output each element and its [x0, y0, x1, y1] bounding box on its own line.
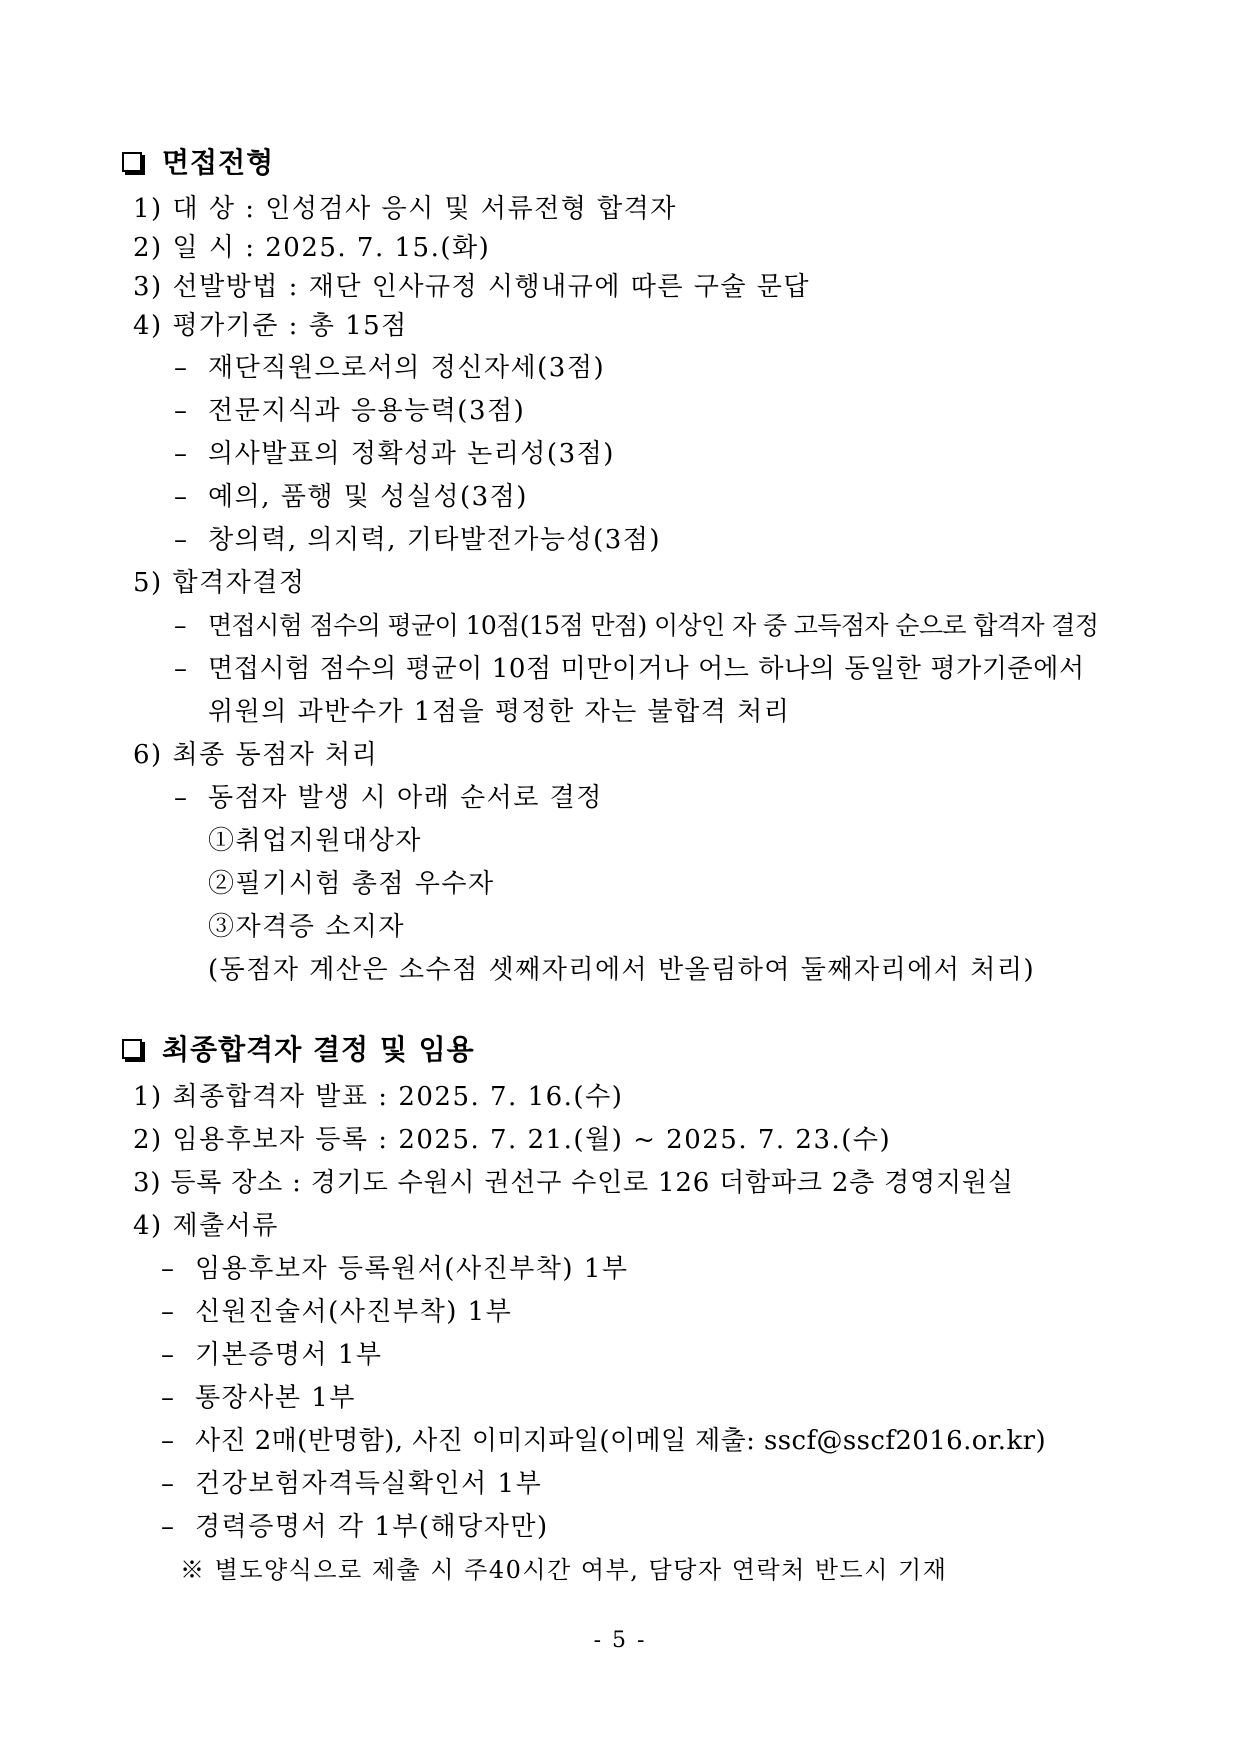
final-documents-label: 4) 제출서류: [133, 1211, 279, 1241]
interview-date: 2) 일 시 : 2025. 7. 15.(화): [133, 233, 491, 263]
tie-rule: – 동점자 발생 시 아래 순서로 결정: [174, 783, 603, 813]
submission-note: ※ 별도양식으로 제출 시 주40시간 여부, 담당자 연락처 반드시 기재: [180, 1556, 948, 1584]
final-registration-place: 3) 등록 장소 : 경기도 수원시 권선구 수인로 126 더함파크 2층 경영지원실: [133, 1168, 1014, 1198]
page-number: - 5 -: [593, 1628, 647, 1653]
criteria-item: – 예의, 품행 및 성실성(3점): [174, 482, 528, 512]
decision-rule: – 면접시험 점수의 평균이 10점(15점 만점) 이상인 자 중 고득점자 순으로 합격자 결정: [174, 611, 1099, 640]
tie-label: 6) 최종 동점자 처리: [133, 740, 379, 770]
document-item: – 사진 2매(반명함), 사진 이미지파일(이메일 제출: sscf@sscf2016.or.kr): [161, 1426, 1046, 1456]
decision-label: 5) 합격자결정: [133, 568, 306, 598]
interview-method: 3) 선발방법 : 재단 인사규정 시행내규에 따른 구술 문답: [133, 272, 810, 302]
criteria-item: – 재단직원으로서의 정신자세(3점): [174, 353, 606, 383]
interview-criteria-total: 4) 평가기준 : 총 15점: [133, 311, 408, 341]
document-item: – 건강보험자격득실확인서 1부: [161, 1469, 543, 1499]
tie-order-item: ②필기시험 총점 우수자: [208, 869, 495, 899]
section-heading-interview: 면접전형: [120, 143, 274, 183]
tie-order-item: ③자격증 소지자: [208, 912, 405, 942]
section-heading-final: 최종합격자 결정 및 임용: [120, 1030, 475, 1070]
document-item: – 임용후보자 등록원서(사진부착) 1부: [161, 1254, 629, 1284]
criteria-item: – 창의력, 의지력, 기타발전가능성(3점): [174, 525, 662, 555]
document-item: – 기본증명서 1부: [161, 1340, 383, 1370]
document-item: – 통장사본 1부: [161, 1383, 356, 1413]
decision-rule: – 면접시험 점수의 평균이 10점 미만이거나 어느 하나의 동일한 평가기준에서: [174, 654, 1085, 684]
document-item: – 경력증명서 각 1부(해당자만): [161, 1512, 549, 1542]
interview-target: 1) 대 상 : 인성검사 응시 및 서류전형 합격자: [133, 194, 677, 224]
tie-note: (동점자 계산은 소수점 셋째자리에서 반올림하여 둘째자리에서 처리): [208, 955, 1036, 985]
final-announcement: 1) 최종합격자 발표 : 2025. 7. 16.(수): [133, 1082, 624, 1112]
checkbox-square-icon: [122, 1039, 142, 1059]
document-item: – 신원진술서(사진부착) 1부: [161, 1297, 513, 1327]
decision-rule-continued: 위원의 과반수가 1점을 평정한 자는 불합격 처리: [208, 697, 791, 727]
tie-order-item: ①취업지원대상자: [208, 826, 422, 856]
criteria-item: – 전문지식과 응용능력(3점): [174, 396, 526, 426]
checkbox-square-icon: [122, 152, 142, 172]
final-registration-period: 2) 임용후보자 등록 : 2025. 7. 21.(월) ~ 2025. 7. 23.(수): [133, 1125, 892, 1155]
criteria-item: – 의사발표의 정확성과 논리성(3점): [174, 439, 615, 469]
